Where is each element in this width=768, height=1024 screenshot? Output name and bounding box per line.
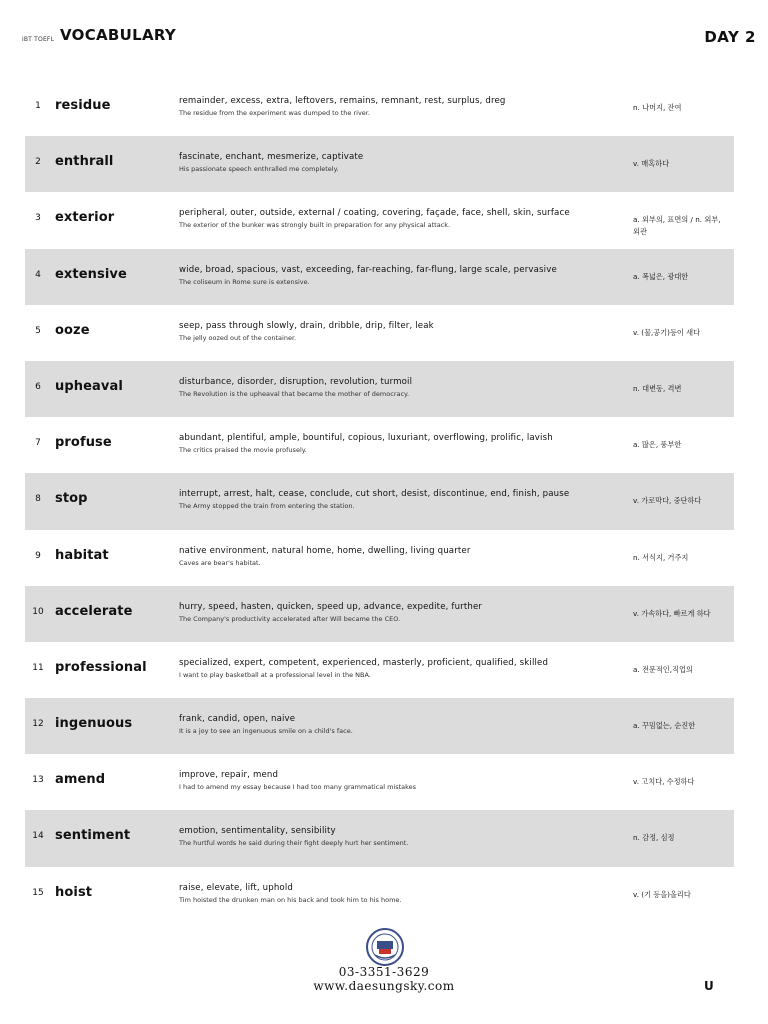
- korean-meaning: a. 전문적인,직업의: [633, 664, 693, 674]
- synonyms-text: disturbance, disorder, disruption, revolution, turmoil: [179, 376, 413, 387]
- korean-meaning: v. 고치다, 수정하다: [633, 777, 695, 787]
- korean-meaning: a. 폭넓은, 광대한: [633, 271, 689, 281]
- footer-corner-letter: U: [704, 979, 714, 993]
- korean-meaning: n. 서식지, 거주지: [633, 552, 689, 562]
- korean-meaning: a. 많은, 풍부한: [633, 440, 682, 450]
- vocab-row: [25, 305, 734, 361]
- korean-meaning: v. 매혹하다: [633, 159, 670, 169]
- entry-number: 3: [35, 213, 41, 224]
- vocab-word: ooze: [55, 322, 90, 338]
- synonyms-text: peripheral, outer, outside, external / coating, covering, façade, face, shell, skin, surface: [179, 208, 570, 219]
- vocab-row: [25, 698, 734, 754]
- vocab-word: accelerate: [55, 603, 133, 619]
- entry-number: 1: [35, 101, 41, 111]
- vocab-row: [25, 642, 734, 698]
- vocab-word: profuse: [55, 435, 112, 451]
- synonyms-text: seep, pass through slowly, drain, dribble, drip, filter, leak: [179, 320, 434, 331]
- entry-number: 2: [35, 157, 41, 168]
- korean-meaning: a. 꾸밈없는, 순진한: [633, 721, 696, 731]
- synonyms-text: wide, broad, spacious, vast, exceeding, far-reaching, far-flung, large scale, pervasive: [179, 264, 557, 275]
- synonyms-text: frank, candid, open, naive: [179, 714, 296, 725]
- korean-meaning: a. 외부의, 표면의 / n. 외부, 외관: [633, 215, 721, 237]
- synonyms-text: native environment, natural home, home, dwelling, living quarter: [179, 545, 471, 556]
- vocab-row: [25, 586, 734, 642]
- korean-meaning: v. (물,공기)등이 새다: [633, 327, 701, 337]
- vocab-row: [25, 136, 734, 192]
- vocabulary-title: VOCABULARY: [60, 26, 177, 44]
- example-sentence: The coliseum in Rome sure is extensive.: [179, 277, 310, 286]
- synonyms-text: interrupt, arrest, halt, cease, conclude, cut short, desist, discontinue, end, finish, pause: [179, 489, 570, 500]
- entry-number: 8: [35, 494, 41, 505]
- example-sentence: The Army stopped the train from entering the station.: [179, 502, 355, 511]
- example-sentence: Tim hoisted the drunken man on his back and took him to his home.: [179, 895, 402, 904]
- korean-meaning: n. 나머지, 잔여: [633, 103, 682, 112]
- footer-website[interactable]: www.daesungsky.com: [313, 979, 455, 993]
- school-logo-icon: [365, 927, 405, 967]
- vocab-word: residue: [55, 98, 111, 113]
- korean-meaning: v. 가로막다, 중단하다: [633, 496, 702, 506]
- example-sentence: The Revolution is the upheaval that became the mother of democracy.: [179, 389, 410, 398]
- entry-number: 15: [32, 887, 44, 898]
- vocab-word: sentiment: [55, 828, 131, 844]
- vocab-row: [25, 80, 734, 136]
- vocab-word: upheaval: [55, 378, 123, 394]
- entry-number: 9: [35, 550, 41, 561]
- vocab-word: amend: [55, 772, 106, 788]
- vocab-word: habitat: [55, 547, 109, 563]
- synonyms-text: specialized, expert, competent, experienced, masterly, proficient, qualified, skilled: [179, 657, 549, 668]
- vocab-row: [25, 754, 734, 810]
- vocab-word: hoist: [55, 884, 93, 900]
- synonyms-text: raise, elevate, lift, uphold: [179, 882, 293, 893]
- example-sentence: Caves are bear's habitat.: [179, 558, 261, 567]
- page-footer: [0, 926, 768, 1024]
- vocab-row: [25, 192, 734, 248]
- example-sentence: The critics praised the movie profusely.: [179, 446, 307, 455]
- entry-number: 4: [35, 269, 41, 280]
- vocab-row: [25, 249, 734, 305]
- example-sentence: The exterior of the bunker was strongly built in preparation for any physical attack.: [179, 221, 451, 230]
- vocab-row: [25, 867, 734, 923]
- korean-meaning: n. 감정, 심정: [633, 833, 675, 843]
- vocab-row: [25, 810, 734, 866]
- vocab-word: ingenuous: [55, 716, 133, 732]
- vocab-row: [25, 361, 734, 417]
- entry-number: 11: [32, 662, 44, 673]
- vocab-word: extensive: [55, 266, 127, 282]
- vocab-word: professional: [55, 659, 147, 675]
- example-sentence: I want to play basketball at a professional level in the NBA.: [179, 670, 371, 679]
- synonyms-text: hurry, speed, hasten, quicken, speed up, advance, expedite, further: [179, 601, 483, 612]
- synonyms-text: remainder, excess, extra, leftovers, remains, remnant, rest, surplus, dreg: [179, 96, 506, 106]
- vocab-row: [25, 417, 734, 473]
- korean-meaning: n. 대변동, 격변: [633, 383, 682, 393]
- example-sentence: The Company's productivity accelerated after Will became the CEO.: [179, 614, 401, 623]
- page-header: [22, 26, 756, 50]
- brand-small-label: iBT TOEFL: [22, 36, 55, 43]
- entry-number: 7: [35, 438, 41, 449]
- synonyms-text: abundant, plentiful, ample, bountiful, copious, luxuriant, overflowing, prolific, lavish: [179, 433, 553, 444]
- footer-phone: 03-3351-3629: [338, 965, 430, 979]
- example-sentence: The hurtful words he said during their fight deeply hurt her sentiment.: [179, 839, 409, 848]
- synonyms-text: fascinate, enchant, mesmerize, captivate: [179, 152, 364, 163]
- vocab-word: enthrall: [55, 154, 114, 170]
- example-sentence: The jelly oozed out of the container.: [179, 333, 297, 342]
- vocab-word: exterior: [55, 210, 115, 226]
- example-sentence: It is a joy to see an ingenuous smile on a child's face.: [179, 727, 353, 736]
- entry-number: 6: [35, 381, 41, 392]
- synonyms-text: emotion, sentimentality, sensibility: [179, 826, 336, 837]
- day-label: DAY 2: [704, 28, 756, 46]
- vocab-row: [25, 530, 734, 586]
- entry-number: 5: [35, 325, 41, 336]
- vocabulary-list: [25, 80, 734, 923]
- example-sentence: I had to amend my essay because I had too many grammatical mistakes: [179, 783, 417, 792]
- korean-meaning: v. 가속하다, 빠르게 하다: [633, 608, 711, 618]
- entry-number: 13: [32, 775, 44, 786]
- example-sentence: His passionate speech enthralled me completely.: [179, 165, 339, 174]
- vocab-word: stop: [55, 491, 88, 507]
- entry-number: 14: [32, 831, 44, 842]
- example-sentence: The residue from the experiment was dumped to the river.: [179, 109, 370, 117]
- vocab-row: [25, 473, 734, 529]
- korean-meaning: v. (기 등을)올리다: [633, 889, 691, 899]
- synonyms-text: improve, repair, mend: [179, 770, 279, 781]
- entry-number: 10: [32, 606, 44, 617]
- entry-number: 12: [32, 719, 44, 730]
